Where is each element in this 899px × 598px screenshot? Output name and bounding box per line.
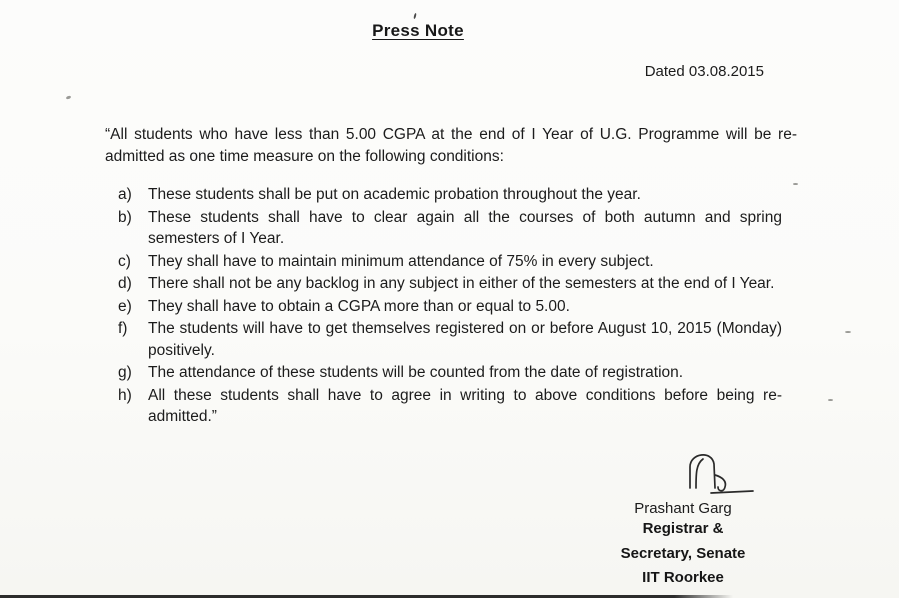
signature-scribble-icon bbox=[681, 448, 759, 498]
signatory-title-line1: Registrar & bbox=[642, 520, 724, 537]
list-item-text: There shall not be any backlog in any subject in either of the semesters at the end of I Year. bbox=[148, 275, 775, 292]
list-item bbox=[118, 184, 782, 206]
list-item-text: The students will have to get themselves registered on or before August 10, 2015 (Monday) positively. bbox=[148, 320, 782, 359]
conditions-list bbox=[118, 184, 782, 429]
list-item-text: All these students shall have to agree in writing to above conditions before being re-admitted.” bbox=[148, 386, 782, 425]
list-item-marker: b) bbox=[118, 208, 132, 226]
list-item bbox=[118, 296, 782, 318]
list-item-text: These students shall have to clear again all the courses of both autumn and spring semesters of I Year. bbox=[148, 208, 782, 247]
signature-block bbox=[573, 448, 793, 590]
list-item-marker: g) bbox=[118, 364, 132, 381]
list-item-text: They shall have to obtain a CGPA more than or equal to 5.00. bbox=[148, 297, 570, 315]
scan-speck bbox=[413, 13, 416, 19]
list-item bbox=[118, 207, 782, 250]
list-item-marker: a) bbox=[118, 186, 132, 203]
list-item-marker: c) bbox=[118, 252, 131, 270]
list-item-text: They shall have to maintain minimum attendance of 75% in every subject. bbox=[148, 252, 654, 270]
signatory-organization: IIT Roorkee bbox=[642, 569, 724, 586]
signature-image bbox=[573, 448, 793, 498]
list-item bbox=[118, 362, 782, 384]
signatory-name: Prashant Garg bbox=[634, 500, 732, 517]
date-line: Dated 03.08.2015 bbox=[644, 63, 764, 80]
document-title: Press Note bbox=[372, 21, 464, 40]
list-item-marker: h) bbox=[118, 386, 132, 404]
list-item bbox=[118, 273, 782, 295]
list-item-text: These students shall be put on academic probation throughout the year. bbox=[148, 186, 641, 203]
list-item-marker: f) bbox=[118, 320, 128, 337]
scan-speck bbox=[828, 399, 833, 401]
scan-speck bbox=[793, 183, 798, 185]
intro-paragraph: “All students who have less than 5.00 CGPA at the end of I Year of U.G. Programme will be re-admitted as one time measure on the following conditions: bbox=[105, 126, 797, 165]
list-item bbox=[118, 385, 782, 428]
signatory-title-line2: Secretary, Senate bbox=[620, 545, 746, 562]
scan-speck bbox=[66, 95, 72, 100]
list-item-marker: e) bbox=[118, 297, 132, 315]
scan-speck bbox=[845, 331, 851, 333]
list-item bbox=[118, 318, 782, 361]
list-item-text: The attendance of these students will be counted from the date of registration. bbox=[148, 364, 684, 381]
list-item bbox=[118, 251, 782, 273]
list-item-marker: d) bbox=[118, 275, 132, 292]
